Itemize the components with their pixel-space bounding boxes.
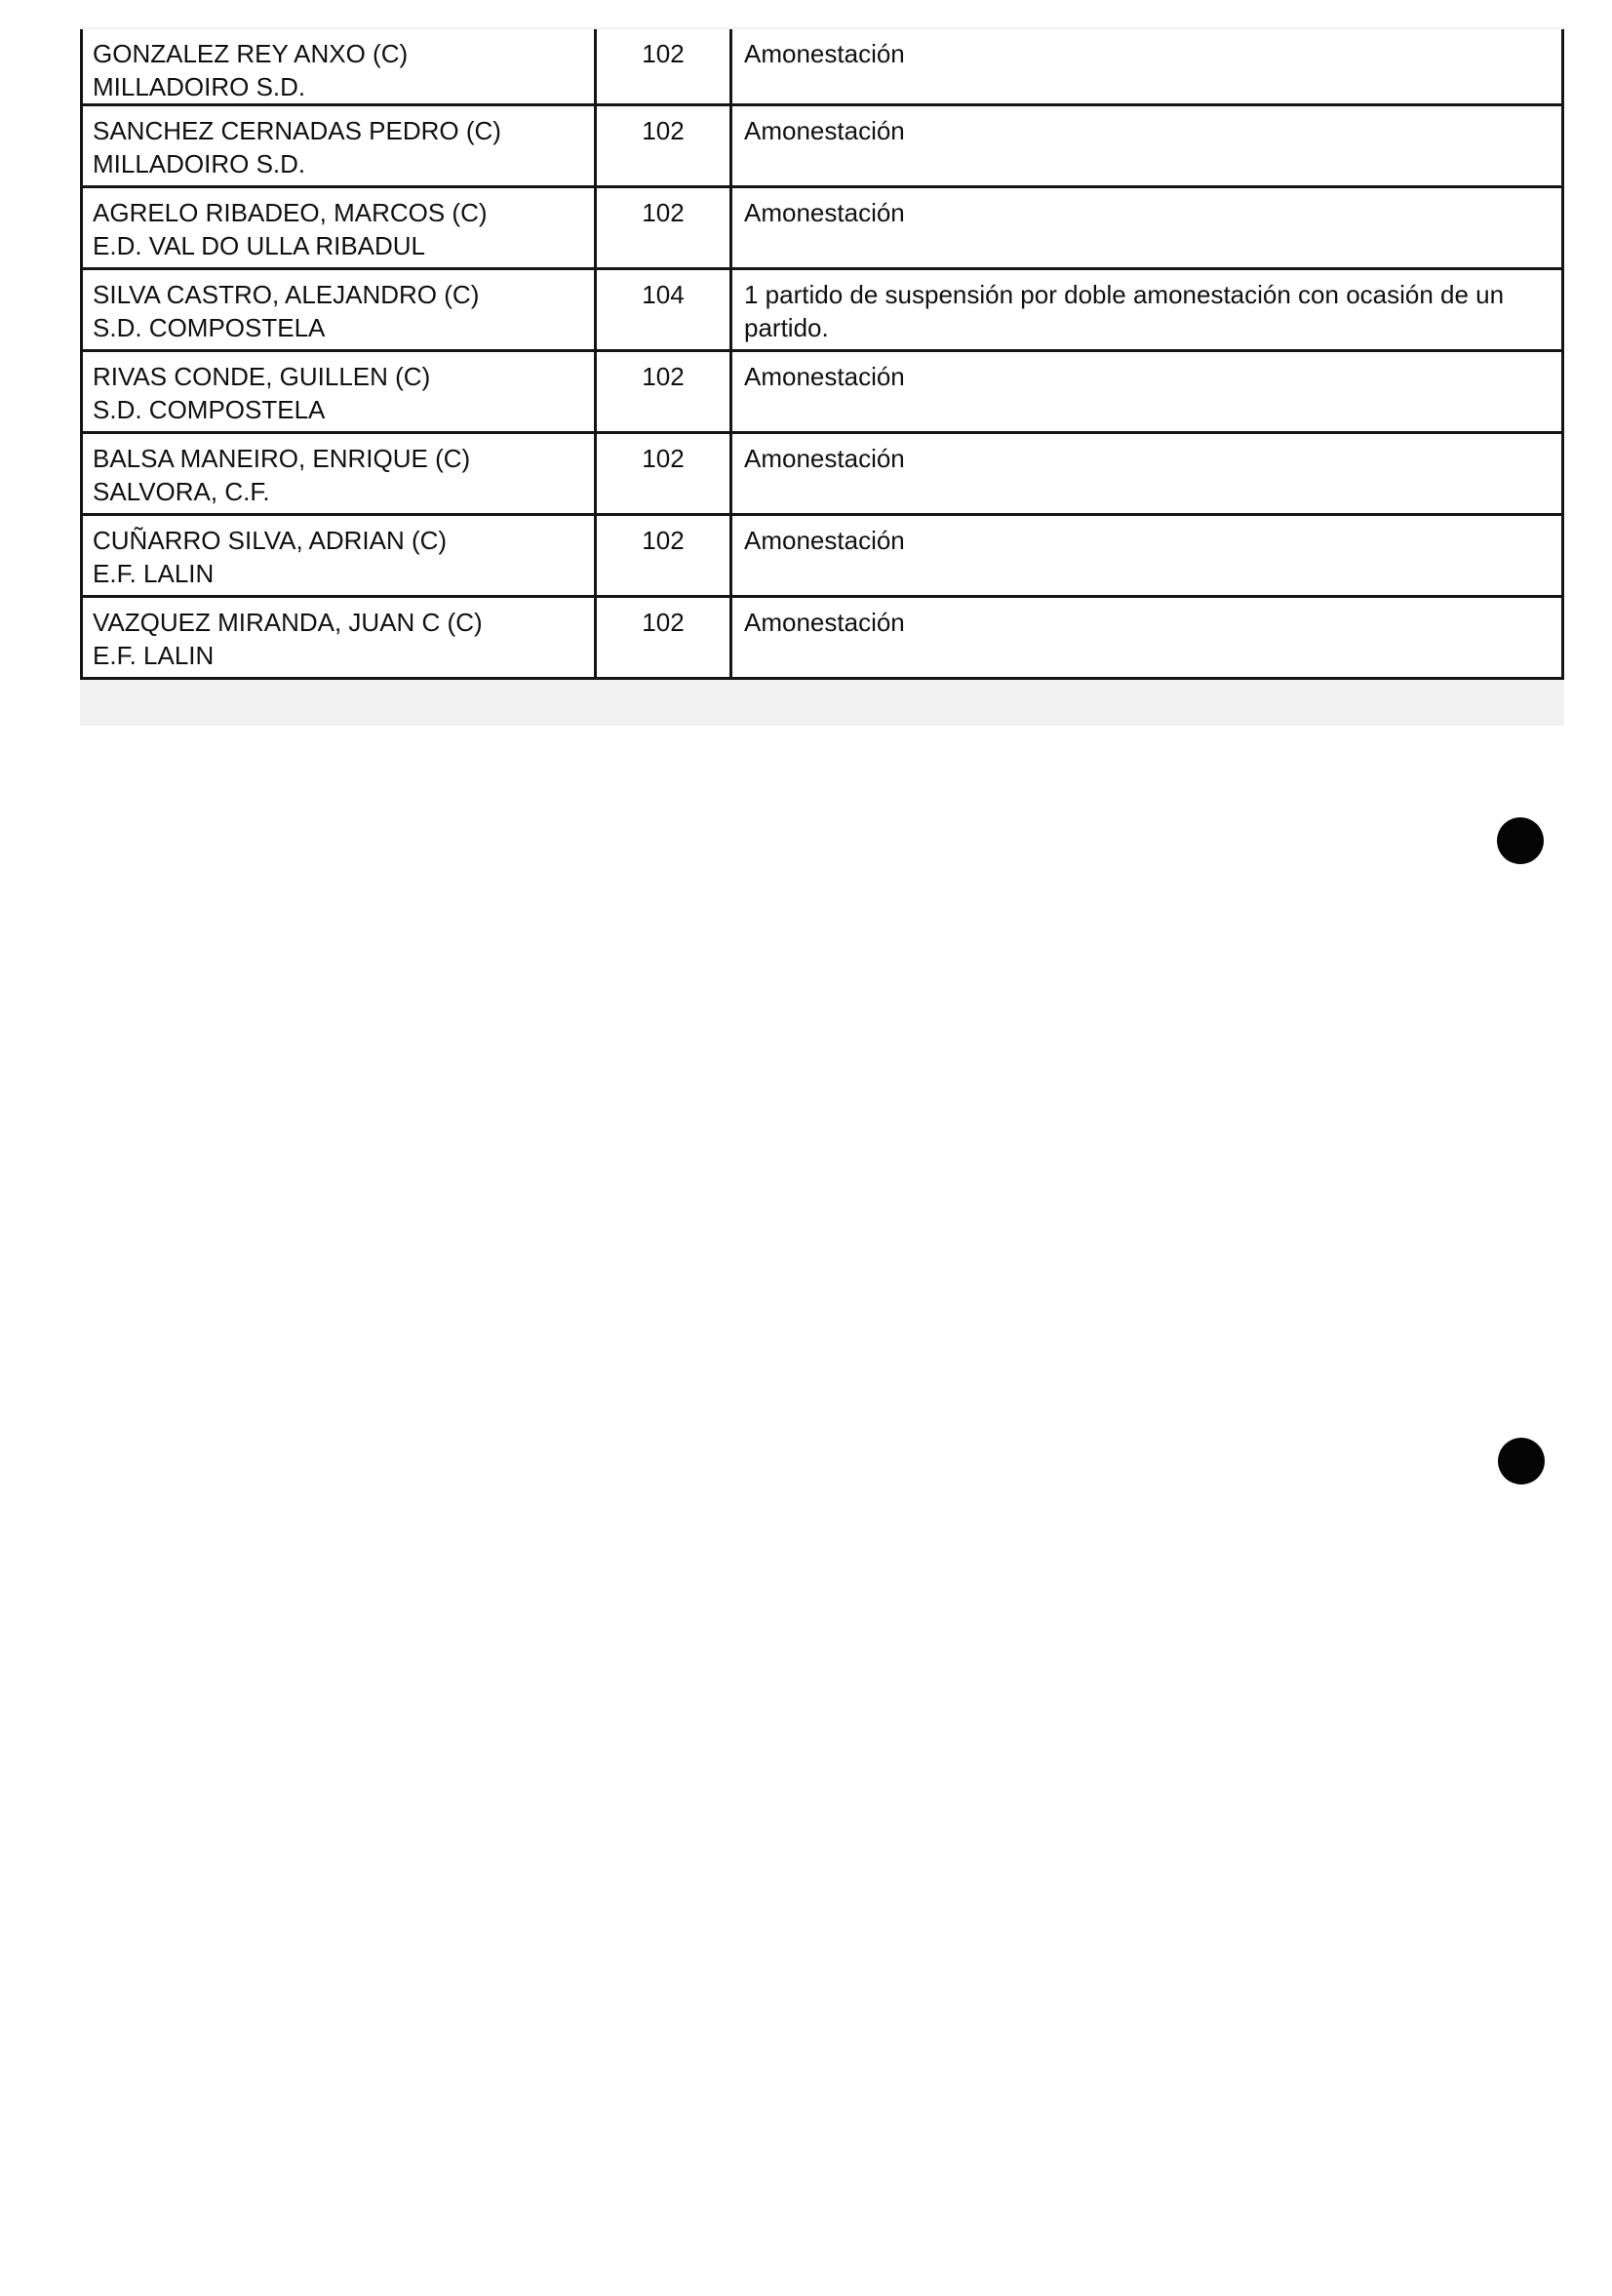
player-cell	[82, 433, 596, 515]
player-cell	[82, 105, 596, 187]
sanction-text: 1 partido de suspensión por doble amonestación con ocasión de un partido.	[744, 280, 1505, 342]
sanction-cell	[731, 29, 1563, 105]
table-row	[82, 29, 1563, 105]
club-name: S.D. COMPOSTELA	[93, 313, 326, 342]
article-code: 102	[642, 526, 685, 555]
sanctions-table	[80, 29, 1564, 680]
sanction-cell	[731, 351, 1563, 433]
player-name: BALSA MANEIRO, ENRIQUE (C)	[93, 444, 471, 473]
player-name: RIVAS CONDE, GUILLEN (C)	[93, 362, 431, 391]
player-name: GONZALEZ REY ANXO (C)	[93, 39, 409, 68]
sanction-text: Amonestación	[744, 39, 905, 68]
article-cell	[596, 515, 731, 597]
table-row	[82, 187, 1563, 269]
sanction-cell	[731, 433, 1563, 515]
sanction-cell	[731, 105, 1563, 187]
player-cell	[82, 269, 596, 351]
punch-hole	[1498, 1438, 1545, 1484]
player-cell	[82, 515, 596, 597]
article-cell	[596, 187, 731, 269]
club-name: MILLADOIRO S.D.	[93, 72, 306, 101]
sanction-cell	[731, 269, 1563, 351]
club-name: E.D. VAL DO ULLA RIBADUL	[93, 231, 426, 260]
player-cell	[82, 29, 596, 105]
player-name: VAZQUEZ MIRANDA, JUAN C (C)	[93, 608, 483, 637]
player-cell	[82, 597, 596, 679]
table-row	[82, 433, 1563, 515]
article-cell	[596, 29, 731, 105]
club-name: SALVORA, C.F.	[93, 477, 270, 506]
player-cell	[82, 187, 596, 269]
article-code: 102	[642, 198, 685, 227]
sanction-text: Amonestación	[744, 526, 905, 555]
sanction-text: Amonestación	[744, 608, 905, 637]
article-code: 102	[642, 116, 685, 145]
table-row	[82, 597, 1563, 679]
article-code: 104	[642, 280, 685, 309]
table-row	[82, 269, 1563, 351]
punch-hole	[1497, 817, 1544, 864]
sanction-cell	[731, 597, 1563, 679]
article-cell	[596, 269, 731, 351]
article-cell	[596, 105, 731, 187]
club-name: MILLADOIRO S.D.	[93, 149, 306, 178]
club-name: E.F. LALIN	[93, 641, 215, 670]
article-code: 102	[642, 39, 685, 68]
player-name: SILVA CASTRO, ALEJANDRO (C)	[93, 280, 480, 309]
player-name: CUÑARRO SILVA, ADRIAN (C)	[93, 526, 448, 555]
article-cell	[596, 597, 731, 679]
player-name: SANCHEZ CERNADAS PEDRO (C)	[93, 116, 501, 145]
table-row	[82, 105, 1563, 187]
table-row	[82, 515, 1563, 597]
sanction-text: Amonestación	[744, 444, 905, 473]
sanction-text: Amonestación	[744, 362, 905, 391]
article-code: 102	[642, 608, 685, 637]
player-cell	[82, 351, 596, 433]
article-code: 102	[642, 362, 685, 391]
sanction-cell	[731, 187, 1563, 269]
club-name: S.D. COMPOSTELA	[93, 395, 326, 424]
article-code: 102	[642, 444, 685, 473]
sanction-cell	[731, 515, 1563, 597]
article-cell	[596, 433, 731, 515]
sanction-text: Amonestación	[744, 198, 905, 227]
article-cell	[596, 351, 731, 433]
table-row	[82, 351, 1563, 433]
club-name: E.F. LALIN	[93, 559, 215, 588]
player-name: AGRELO RIBADEO, MARCOS (C)	[93, 198, 488, 227]
sanction-text: Amonestación	[744, 116, 905, 145]
